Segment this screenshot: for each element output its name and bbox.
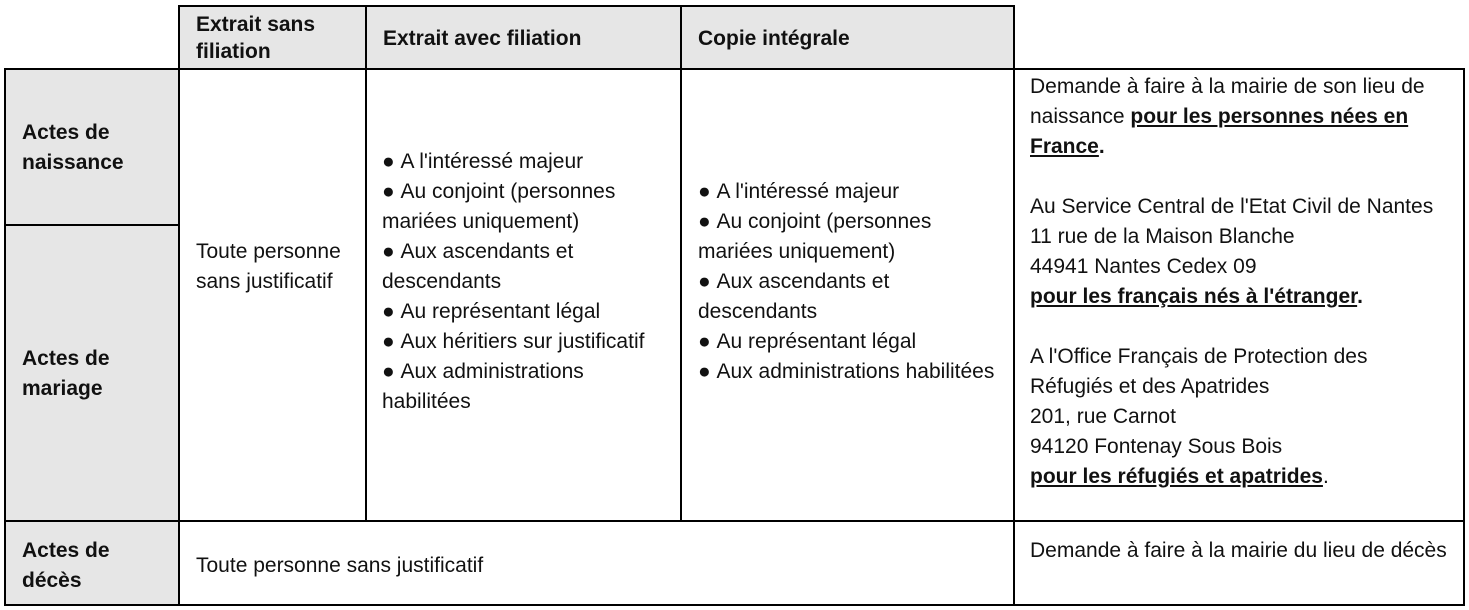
deces-where-text: Demande à faire à la mairie du lieu de décès <box>1030 539 1447 562</box>
ofpra-emphasis: pour les réfugiés et apatrides <box>1030 465 1323 488</box>
grid-line <box>4 520 1465 522</box>
list-item: ● Au représentant légal <box>698 327 998 357</box>
list-item: ● Au représentant légal <box>382 297 672 327</box>
spacer <box>1030 162 1450 192</box>
row-header-deces: Actes de décès <box>22 539 110 592</box>
avec-filiation-list <box>382 147 672 417</box>
sans-filiation-text: Toute personne sans justificatif <box>196 240 341 293</box>
nantes-line-1: Au Service Central de l'Etat Civil de Nantes <box>1030 195 1434 218</box>
spacer <box>1030 312 1450 342</box>
where-france-text: Demande à faire à la mairie de son lieu de naissance <box>1030 75 1425 128</box>
grid-line <box>680 5 682 522</box>
list-item: ● Aux administrations habilitées <box>698 357 998 387</box>
list-item: ● Au conjoint (personnes mariées uniquement) <box>698 207 998 267</box>
grid-line <box>365 5 367 522</box>
list-item: ● Aux administrations habilitées <box>382 357 672 417</box>
where-france-emphasis: pour les personnes nées en France <box>1030 105 1409 158</box>
ofpra-line-3: 94120 Fontenay Sous Bois <box>1030 435 1283 458</box>
grid-line <box>4 224 180 226</box>
grid-line <box>4 68 6 606</box>
grid-line <box>4 68 1465 70</box>
column-header-copie-integrale: Copie intégrale <box>698 27 850 50</box>
grid-line <box>1463 68 1465 606</box>
grid-line <box>4 604 1465 606</box>
list-item: ● Aux ascendants et descendants <box>382 237 672 297</box>
list-item: ● Au conjoint (personnes mariées uniquement) <box>382 177 672 237</box>
column-header-sans-filiation: Extrait sans filiation <box>196 13 316 63</box>
where-paragraph-ofpra <box>1030 342 1450 492</box>
nantes-emphasis: pour les français nés à l'étranger <box>1030 285 1358 308</box>
list-item: ● Aux héritiers sur justificatif <box>382 327 672 357</box>
ofpra-line-1: A l'Office Français de Protection des Réfugiés et des Apatrides <box>1030 345 1368 398</box>
row-header-mariage: Actes de mariage <box>22 347 110 400</box>
where-france-end: . <box>1098 135 1105 158</box>
where-paragraph-france <box>1030 72 1450 162</box>
grid-line <box>178 5 180 606</box>
grid-line <box>1013 5 1015 606</box>
where-paragraph-nantes <box>1030 192 1450 312</box>
list-item: ● Aux ascendants et descendants <box>698 267 998 327</box>
ofpra-end: . <box>1322 465 1329 488</box>
list-item: ● A l'intéressé majeur <box>698 177 998 207</box>
row-header-naissance: Actes de naissance <box>22 121 124 174</box>
column-header-avec-filiation: Extrait avec filiation <box>383 27 582 50</box>
nantes-line-2: 11 rue de la Maison Blanche <box>1030 225 1295 248</box>
where-to-request <box>1030 72 1450 492</box>
deces-who-text: Toute personne sans justificatif <box>196 554 484 577</box>
grid-line <box>179 5 1015 7</box>
nantes-line-3: 44941 Nantes Cedex 09 <box>1030 255 1257 278</box>
copie-integrale-list <box>698 177 998 387</box>
ofpra-line-2: 201, rue Carnot <box>1030 405 1176 428</box>
list-item: ● A l'intéressé majeur <box>382 147 672 177</box>
nantes-end: . <box>1357 285 1363 308</box>
